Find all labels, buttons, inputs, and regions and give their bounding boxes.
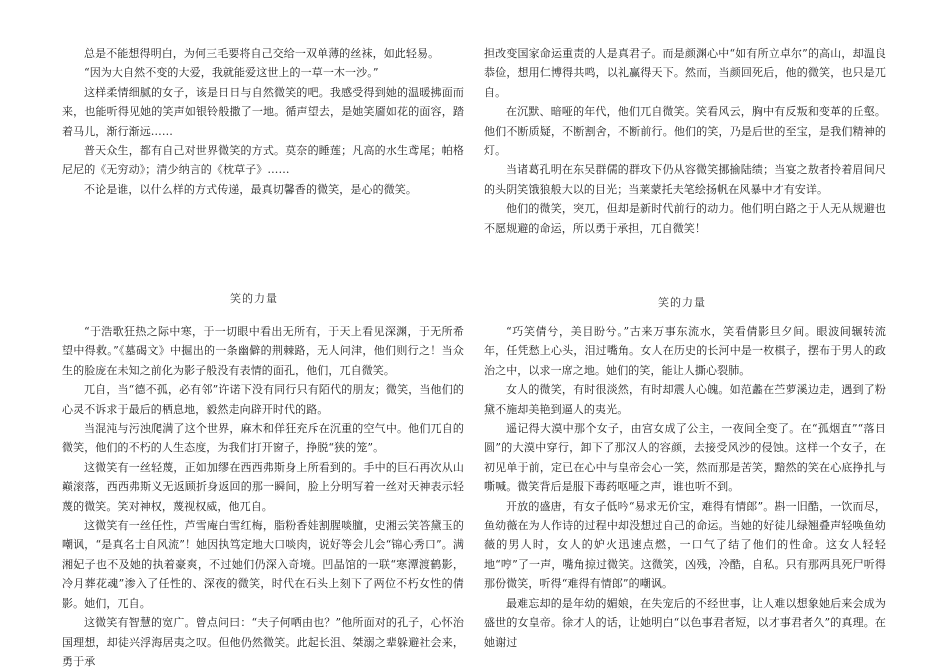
paragraph: 最难忘却的是年幼的媚娘，在失宠后的不经世事，让人难以想象她后来会成为盛世的女皇帝。徐才人的话，让她明白“以色事君者短，以才事君者久”的真理。在她谢过 <box>484 596 886 649</box>
paragraph: 普天众生，都有自己对世界微笑的方式。莫奈的睡莲；凡高的水生鸢尾；帕格尼尼的《无穷动》；清少纳言的《枕草子》…… <box>62 144 464 177</box>
paragraph: 这样柔情细腻的女子，该是日日与自然微笑的吧。我感受得到她的温暖拂面而来，也能听得见她的笑声如银铃般撒了一地。循声望去，是她笑靥如花的面容，踏着马儿，渐行渐远…… <box>62 85 464 138</box>
right-bottom-section <box>484 322 886 652</box>
left-top-section <box>62 44 464 199</box>
paragraph: 总是不能想得明白，为何三毛要将自己交给一双单薄的丝袜，如此轻易。 <box>84 47 440 60</box>
paragraph: 这微笑有智慧的宽广。曾点问曰：“夫子何哂由也？”他所面对的孔子，心怀治国理想，却徒兴浮海居夷之叹。但他仍然微笑。此起长沮、桀溺之辈躲避社会来，勇于承 <box>62 616 464 668</box>
paragraph: 遥记得大漠中那个女子，由宫女成了公主，一夜间全变了。在“孤烟直”“落日圆”的大漠中穿行，卸下了那汉人的容颜，去接受风沙的侵蚀。这样一个女子，在初见单于前，定已在心中与皇帝会心一笑，然而那是苦笑，黯然的笑在心底挣扎与嘶喊。微笑背后是服下毒药呕哑之声，谁也听不到。 <box>484 422 886 494</box>
paragraph: “于浩歌狂热之际中寒，于一切眼中看出无所有，于天上看见深渊，于无所希望中得救。”《墓碣文》中掘出的一条幽僻的荆棘路，无人问津，他们则行之！当众生的脸庞在未知之前化为影子般没有表情的面孔，他们，兀自微笑。 <box>62 325 464 377</box>
paragraph: 当混沌与污浊爬满了这个世界，麻木和佯狂充斥在沉重的空气中。他们兀自的微笑，他们的不朽的人生态度，为我们打开窗子，挣脱“狭的笼”。 <box>62 422 464 455</box>
paragraph: 担改变国家命运重责的人是真君子。而是颜渊心中“如有所立卓尔”的高山，却温良恭俭，想用仁博得共鸣，以礼赢得天下。然而，当颜回死后，他的微笑，也只是兀自。 <box>484 47 886 99</box>
paragraph: 不论是谁，以什么样的方式传递，最真切馨香的微笑，是心的微笑。 <box>84 182 417 196</box>
right-top-section <box>484 44 886 238</box>
paragraph: 当诸葛孔明在东吴群儒的群攻下仍从容微笑挪揄陆绩；当宴之敖者拎着眉间尺的头阴笑饿狼般大以的目光；当莱蒙托夫笔绘扬帆在风暴中才有安详。 <box>484 163 886 196</box>
paragraph: 这微笑有一丝任性，芦雪庵白雪红梅，脂粉香娃割腥啖膻，史湘云笑答黛玉的嘲讽，“是真名士自风流”！她因执笃定地大口啖肉，说好等会儿会“锦心秀口”。满湘妃子也不及她的执着豪爽，不过她们仍深入奇境。凹晶馆的一联“寒潭渡鹤影，冷月葬花魂”渗入了任性的、深夜的微笑，时代在石头上刻下了两位不朽女性的倩影。她们，兀自。 <box>62 519 464 610</box>
paragraph: “巧笑倩兮，美目盼兮。”古来万事东流水，笑看倩影旦夕间。眼波间辗转流年，任凭愁上心头，泪过嘴角。女人在历史的长河中是一枚棋子，摆布于男人的政治之中，以求一席之地。她们的笑，能让人撕心裂肺。 <box>484 325 886 377</box>
paragraph: 开放的盛唐，有女子低吟“易求无价宝，难得有情郎”。斟一旧酷，一饮而尽，鱼幼薇在为人作诗的过程中却没想过自己的命运。当她的好徒儿绿翘叠声轻唤鱼幼薇的男人时，女人的妒火迅速点燃，一口气了结了他们的性命。这女人轻轻地“哼”了一声，嘴角掠过微笑。这微笑，凶残，冷酷，自私。只有那两具死尸听得那份微笑，听得“难得有情郎”的嘲讽。 <box>484 499 886 591</box>
left-bottom-section <box>62 322 464 671</box>
paragraph: 这微笑有一丝轻蔑，正如加缪在西西弗斯身上所看到的。手中的巨石再次从山巅滚落，西西弗斯义无返顾折身返回的那一瞬间，脸上分明写着一丝对天神表示轻蔑的微笑。笑对神权，蔑视权威，他兀自。 <box>62 460 464 513</box>
paragraph: “因为大自然不变的大爱，我就能爱这世上的一草一木一沙。” <box>84 66 379 80</box>
section-heading: 笑的力量 <box>230 292 278 305</box>
paragraph: 兀自，当“德不孤，必有邻”许诺下没有同行只有陌代的朋友；微笑，当他们的心灵不诉求于最后的栖息地，毅然走向辟开时代的路。 <box>62 383 464 416</box>
paragraph: 在沉默、暗哑的年代，他们兀自微笑。笑看风云，胸中有反叛和变革的丘壑。他们不断质疑，不断割舍，不断前行。他们的笑，乃是后世的至宝，是我们精神的灯。 <box>484 105 886 158</box>
section-heading: 笑的力量 <box>658 296 706 309</box>
paragraph: 女人的微笑，有时很淡然，有时却震人心魄。如范蠡在苎萝溪边走，遇到了粉黛不施却美艳到逼人的夷光。 <box>484 383 886 416</box>
paragraph: 他们的微笑，突兀，但却是新时代前行的动力。他们明白路之于人无从规避也不愿规避的命运，所以勇于承担，兀自微笑！ <box>484 202 886 235</box>
